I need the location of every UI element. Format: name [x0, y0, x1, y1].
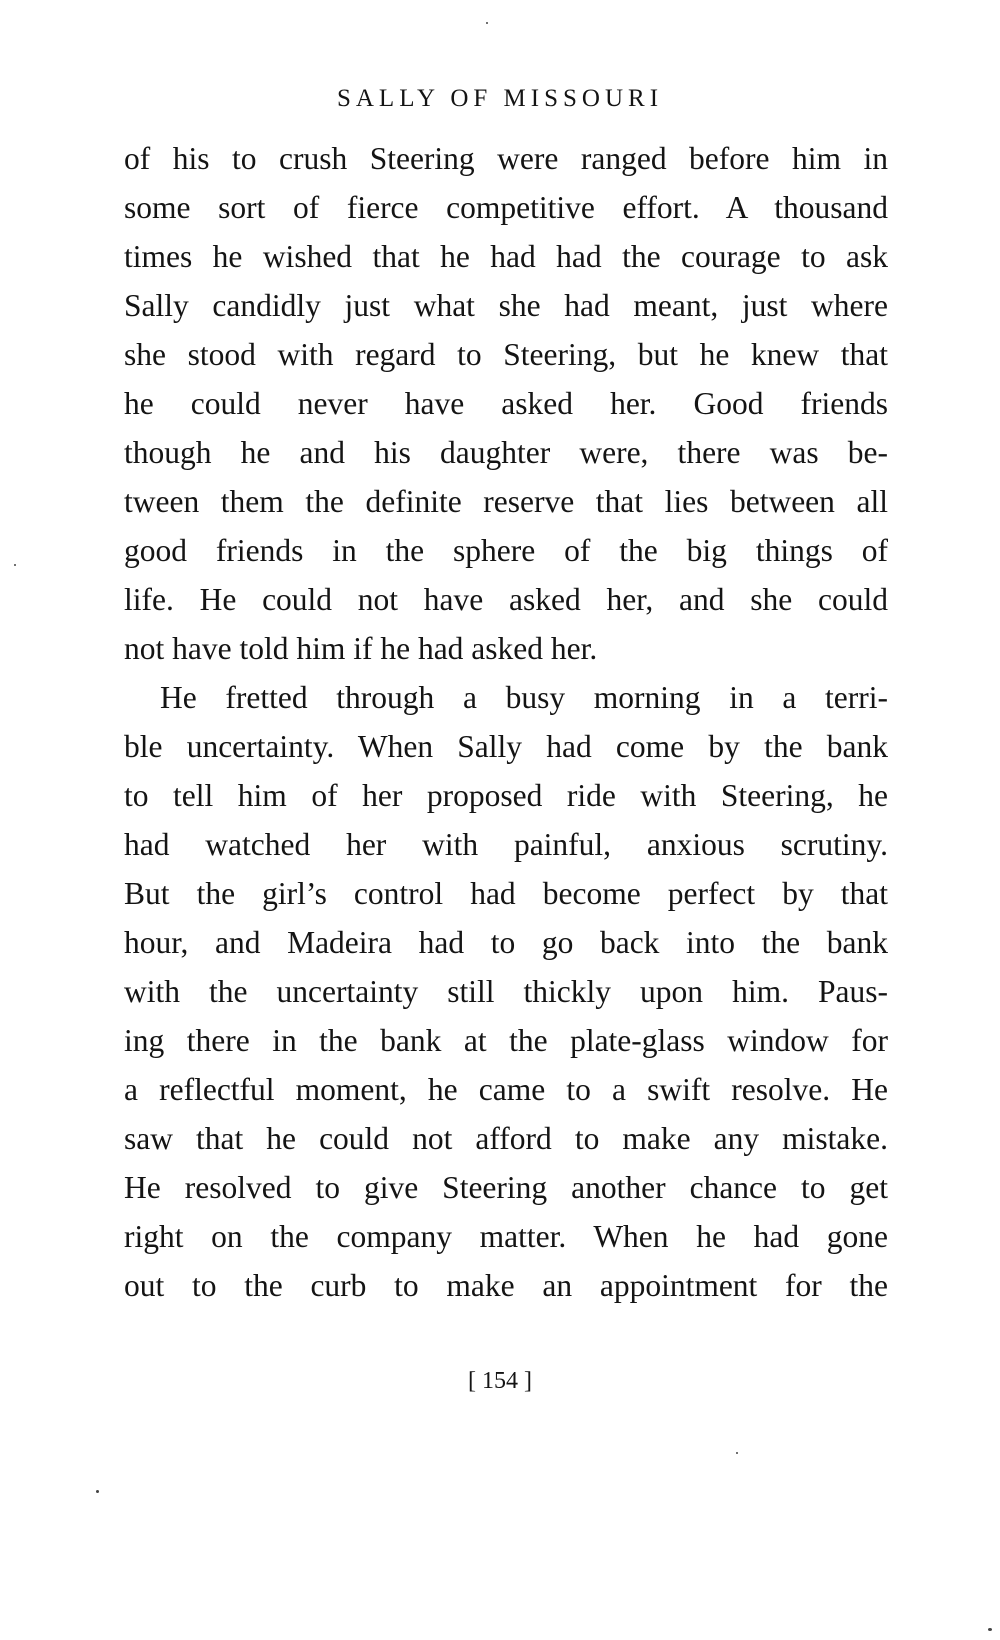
- text-line: though he and his daughter were, there was be-: [124, 435, 888, 470]
- text-line: ble uncertainty. When Sally had come by the bank: [124, 729, 888, 764]
- text-line: Sally candidly just what she had meant, just where: [124, 288, 888, 323]
- text-line: had watched her with painful, anxious scrutiny.: [124, 827, 888, 862]
- text-line: out to the curb to make an appointment for the: [124, 1268, 888, 1303]
- text-line: with the uncertainty still thickly upon him. Paus-: [124, 974, 888, 1009]
- page-number: [ 154 ]: [468, 1368, 532, 1394]
- print-speck: [14, 564, 16, 566]
- print-speck: [486, 22, 488, 24]
- print-speck: [96, 1490, 99, 1493]
- text-line: good friends in the sphere of the big things of: [124, 533, 888, 568]
- text-line: tween them the definite reserve that lies between all: [124, 484, 888, 519]
- text-line: saw that he could not afford to make any mistake.: [124, 1121, 888, 1156]
- text-line: hour, and Madeira had to go back into the bank: [124, 925, 888, 960]
- paragraph: [124, 134, 888, 673]
- text-line: a reflectful moment, he came to a swift resolve. He: [124, 1072, 888, 1107]
- text-line: not have told him if he had asked her.: [124, 631, 598, 666]
- paragraph: [124, 673, 888, 1310]
- text-line: But the girl’s control had become perfect by that: [124, 876, 888, 911]
- text-line: times he wished that he had had the courage to ask: [124, 239, 888, 274]
- running-head: SALLY OF MISSOURI: [336, 85, 664, 112]
- body-text: [124, 134, 888, 1310]
- text-line: life. He could not have asked her, and she could: [124, 582, 888, 617]
- text-line: He resolved to give Steering another chance to get: [124, 1170, 888, 1205]
- text-line: to tell him of her proposed ride with Steering, he: [124, 778, 888, 813]
- text-line: of his to crush Steering were ranged before him in: [124, 141, 888, 176]
- text-line: right on the company matter. When he had gone: [124, 1219, 888, 1254]
- text-line: He fretted through a busy morning in a terri-: [160, 680, 888, 715]
- print-speck: [736, 1452, 738, 1454]
- text-line: she stood with regard to Steering, but he knew that: [124, 337, 888, 372]
- text-line: some sort of fierce competitive effort. A thousand: [124, 190, 888, 225]
- print-speck: [988, 1628, 992, 1631]
- text-line: ing there in the bank at the plate-glass window for: [124, 1023, 888, 1058]
- text-line: he could never have asked her. Good friends: [124, 386, 888, 421]
